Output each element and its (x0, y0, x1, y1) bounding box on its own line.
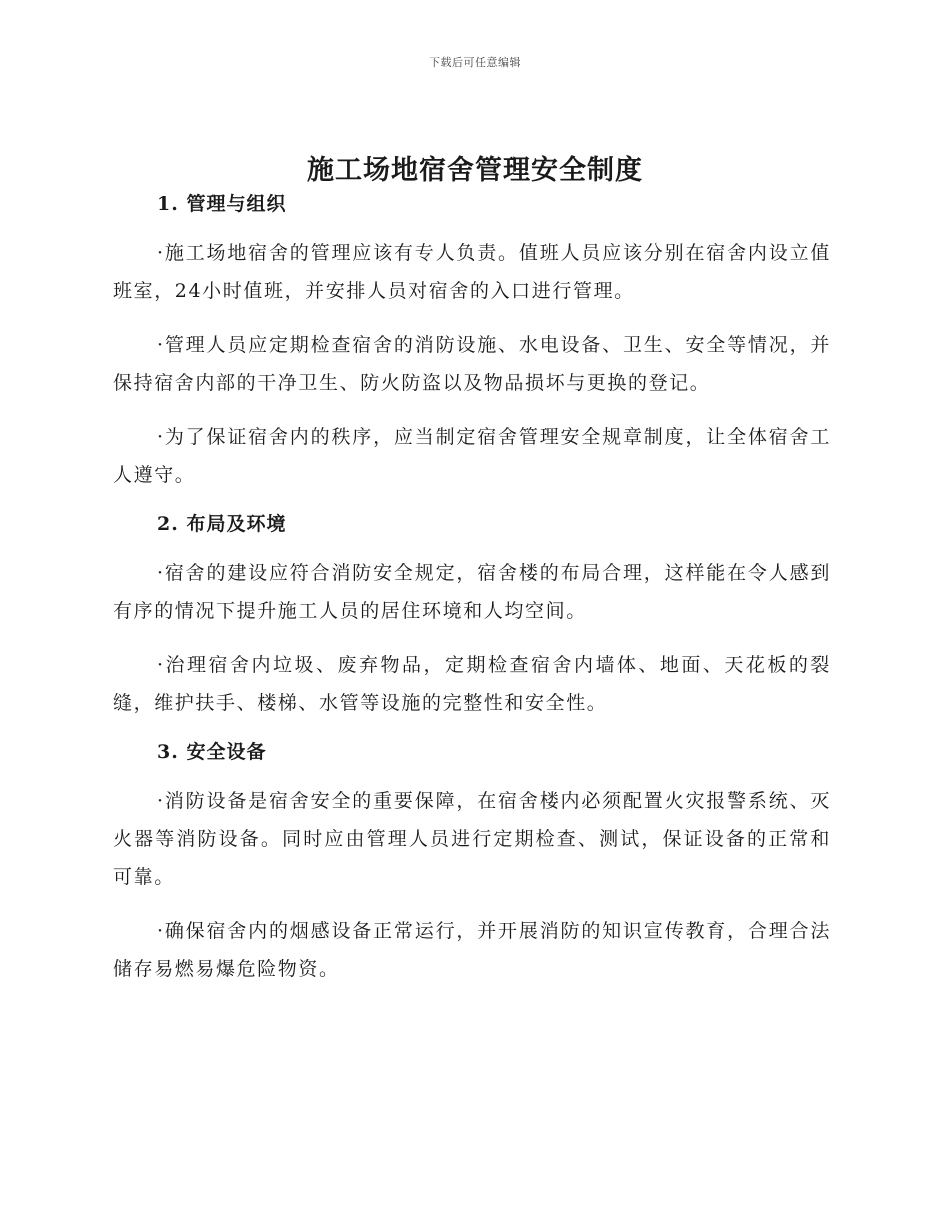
paragraph: ·施工场地宿舍的管理应该有专人负责。值班人员应该分别在宿舍内设立值班室，24小时值班，并安排人员对宿舍的入口进行管理。 (113, 242, 831, 302)
document-title: 施工场地宿舍管理安全制度 (307, 155, 643, 186)
paragraph: ·为了保证宿舍内的秩序，应当制定宿舍管理安全规章制度，让全体宿舍工人遵守。 (113, 426, 831, 486)
section-layout-environment (113, 510, 831, 722)
header-note: 下载后可任意编辑 (429, 56, 521, 69)
section-heading: 2. 布局及环境 (157, 513, 287, 535)
section-heading: 1. 管理与组织 (157, 193, 287, 215)
paragraph: ·确保宿舍内的烟感设备正常运行，并开展消防的知识宣传教育，合理合法储存易燃易爆危险物资。 (113, 920, 831, 980)
paragraph: ·治理宿舍内垃圾、废弃物品，定期检查宿舍内墙体、地面、天花板的裂缝，维护扶手、楼梯、水管等设施的完整性和安全性。 (113, 654, 831, 714)
section-management (113, 190, 831, 494)
section-safety-equipment (113, 738, 831, 988)
document-body (113, 190, 831, 1004)
paragraph: ·管理人员应定期检查宿舍的消防设施、水电设备、卫生、安全等情况，并保持宿舍内部的干净卫生、防火防盗以及物品损坏与更换的登记。 (113, 334, 831, 394)
section-heading: 3. 安全设备 (157, 741, 267, 763)
paragraph: ·宿舍的建设应符合消防安全规定，宿舍楼的布局合理，这样能在令人感到有序的情况下提升施工人员的居住环境和人均空间。 (113, 562, 831, 622)
paragraph: ·消防设备是宿舍安全的重要保障，在宿舍楼内必须配置火灾报警系统、灭火器等消防设备。同时应由管理人员进行定期检查、测试，保证设备的正常和可靠。 (113, 790, 831, 888)
